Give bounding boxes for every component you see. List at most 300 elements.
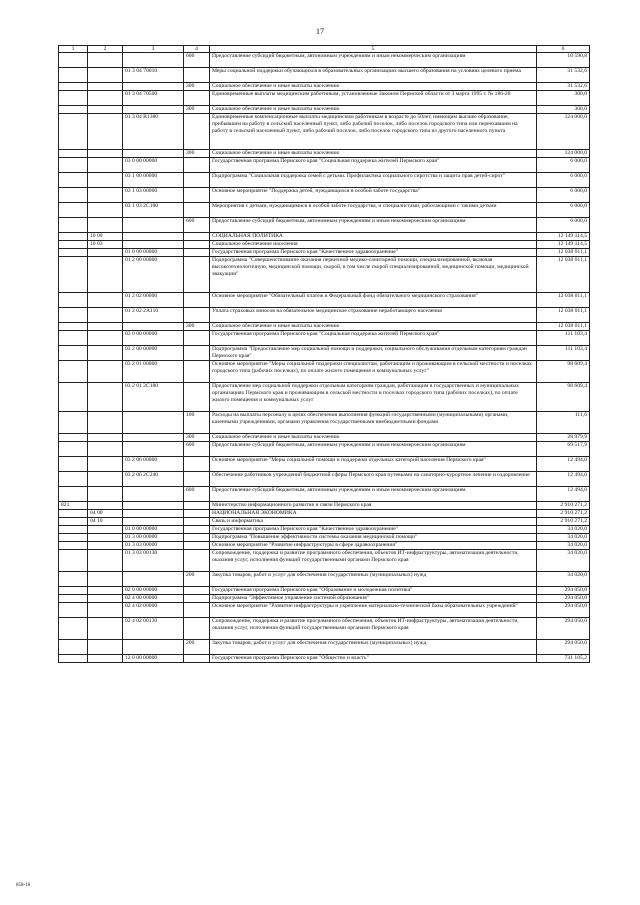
table-row bbox=[59, 68, 590, 83]
table-cell-c4: 100 bbox=[184, 412, 210, 434]
table-row bbox=[59, 323, 590, 331]
table-cell-c4 bbox=[184, 655, 210, 663]
table-cell-c5: Основное мероприятие "Развитие инфраструктуры и укрепление материально-технической базы образовательных учреждений" bbox=[210, 603, 537, 618]
table-cell-c2 bbox=[88, 257, 123, 293]
table-cell-c1 bbox=[59, 655, 88, 663]
table-cell-c3 bbox=[123, 218, 184, 233]
table-cell-c3: 01 2 02 2А110 bbox=[123, 308, 184, 323]
table-cell-c1 bbox=[59, 233, 88, 241]
table-cell-c3: 03 2 01 00000 bbox=[123, 361, 184, 383]
table-cell-c4 bbox=[184, 587, 210, 595]
table-cell-c3: 01 2 00 00000 bbox=[123, 257, 184, 293]
table-cell-c6: 2 910 271,2 bbox=[537, 502, 590, 510]
table-row bbox=[59, 603, 590, 618]
table-cell-c1 bbox=[59, 241, 88, 249]
table-cell-c3: 01 3 04 70500 bbox=[123, 91, 184, 106]
table-cell-c6: 98 609,4 bbox=[537, 383, 590, 412]
table-cell-c3: 03 2 06 00000 bbox=[123, 457, 184, 472]
table-cell-c2: 10 00 bbox=[88, 233, 123, 241]
table-cell-c3 bbox=[123, 323, 184, 331]
table-cell-c2: 04 00 bbox=[88, 510, 123, 518]
table-body bbox=[59, 53, 590, 663]
table-cell-c4 bbox=[184, 257, 210, 293]
table-row bbox=[59, 510, 590, 518]
table-cell-c5: Основное мероприятие "Развитие инфраструктуры в сфере здравоохранения" bbox=[210, 542, 537, 550]
table-cell-c3: 02 4 02 00130 bbox=[123, 618, 184, 640]
table-cell-c2 bbox=[88, 53, 123, 68]
table-cell-c2 bbox=[88, 91, 123, 106]
table-cell-c5: Государственная программа Пермского края "Качественное здравоохранение" bbox=[210, 526, 537, 534]
table-cell-c6: 124 000,0 bbox=[537, 150, 590, 158]
table-cell-c6: 34 020,0 bbox=[537, 542, 590, 550]
table-cell-c6: 294 050,0 bbox=[537, 595, 590, 603]
table-cell-c6: 731 105,2 bbox=[537, 655, 590, 663]
table-cell-c2 bbox=[88, 150, 123, 158]
table-row bbox=[59, 442, 590, 457]
table-cell-c3: 01 3 00 00000 bbox=[123, 534, 184, 542]
column-header: 2 bbox=[88, 46, 123, 53]
table-cell-c5: Подпрограмма "Повышение эффективности системы оказания медицинской помощи" bbox=[210, 534, 537, 542]
table-row bbox=[59, 361, 590, 383]
table-cell-c4 bbox=[184, 510, 210, 518]
table-cell-c1: 821 bbox=[59, 502, 88, 510]
table-cell-c2 bbox=[88, 346, 123, 361]
table-cell-c4: 300 bbox=[184, 323, 210, 331]
table-row bbox=[59, 587, 590, 595]
table-cell-c6: 12 038 011,1 bbox=[537, 257, 590, 293]
table-cell-c2 bbox=[88, 203, 123, 218]
table-cell-c3: 03 1 00 00000 bbox=[123, 173, 184, 188]
table-cell-c3 bbox=[123, 150, 184, 158]
table-cell-c2 bbox=[88, 587, 123, 595]
table-cell-c1 bbox=[59, 293, 88, 308]
table-cell-c3: 03 0 00 00000 bbox=[123, 331, 184, 346]
table-cell-c2 bbox=[88, 308, 123, 323]
table-cell-c2 bbox=[88, 526, 123, 534]
table-cell-c6: 12 149 114,5 bbox=[537, 233, 590, 241]
table-cell-c6: 98 609,4 bbox=[537, 361, 590, 383]
table-cell-c6: 12 494,0 bbox=[537, 472, 590, 487]
table-cell-c1 bbox=[59, 442, 88, 457]
table-cell-c6: 69 517,9 bbox=[537, 442, 590, 457]
table-row bbox=[59, 640, 590, 655]
table-cell-c3 bbox=[123, 412, 184, 434]
table-cell-c4: 600 bbox=[184, 442, 210, 457]
table-cell-c1 bbox=[59, 472, 88, 487]
table-cell-c4 bbox=[184, 249, 210, 257]
table-cell-c1 bbox=[59, 68, 88, 83]
table-cell-c5: Закупка товаров, работ и услуг для обеспечения государственных (муниципальных) нужд bbox=[210, 640, 537, 655]
table-cell-c2 bbox=[88, 383, 123, 412]
table-cell-c5: НАЦИОНАЛЬНАЯ ЭКОНОМИКА bbox=[210, 510, 537, 518]
table-row bbox=[59, 550, 590, 572]
table-cell-c5: Единовременные компенсационные выплаты медицинским работникам в возрасте до 50лет, имеющим высшее образование, прибывшим на работу в сельский населенный пункт, либо рабочий поселок, либо поселок городского типа или переехавшим на работу в сельский населенный пункт, либо рабочий поселок, либо поселок городского типа из другого населенного пункта bbox=[210, 114, 537, 150]
table-row bbox=[59, 412, 590, 434]
column-header: 4 bbox=[184, 46, 210, 53]
table-cell-c4: 600 bbox=[184, 53, 210, 68]
table-cell-c6: 294 050,0 bbox=[537, 618, 590, 640]
table-cell-c2 bbox=[88, 106, 123, 114]
table-cell-c3 bbox=[123, 106, 184, 114]
table-row bbox=[59, 595, 590, 603]
table-cell-c3 bbox=[123, 83, 184, 91]
table-cell-c5: Сопровождение, поддержка и развитие программного обеспечения, объектов ИТ-инфраструктуры, автоматизация деятельности, оказания услуг, исполнения функций государственными органами Пермского края bbox=[210, 550, 537, 572]
table-cell-c5: Государственная программа Пермского края "Образование и молодежная политика" bbox=[210, 587, 537, 595]
table-cell-c3 bbox=[123, 53, 184, 68]
table-cell-c1 bbox=[59, 158, 88, 173]
table-cell-c2 bbox=[88, 442, 123, 457]
table-cell-c6: 34 020,0 bbox=[537, 572, 590, 587]
table-cell-c4: 200 bbox=[184, 572, 210, 587]
table-cell-c2 bbox=[88, 472, 123, 487]
table-row bbox=[59, 106, 590, 114]
table-cell-c5: Связь и информатика bbox=[210, 518, 537, 526]
column-header: 1 bbox=[59, 46, 88, 53]
table-cell-c5: Государственная программа Пермского края "Социальная поддержка жителей Пермского края" bbox=[210, 331, 537, 346]
table-cell-c6: 12 038 011,1 bbox=[537, 293, 590, 308]
table-cell-c5: Основное мероприятие "Меры социальной помощи и поддержки отдельных категорий населения Пермского края" bbox=[210, 457, 537, 472]
table-cell-c4 bbox=[184, 618, 210, 640]
table-row bbox=[59, 233, 590, 241]
table-cell-c4: 200 bbox=[184, 640, 210, 655]
table-row bbox=[59, 618, 590, 640]
table-cell-c6: 12 494,0 bbox=[537, 457, 590, 472]
table-cell-c4 bbox=[184, 91, 210, 106]
table-cell-c2: 04 10 bbox=[88, 518, 123, 526]
table-cell-c2 bbox=[88, 68, 123, 83]
table-cell-c1 bbox=[59, 257, 88, 293]
table-cell-c2 bbox=[88, 550, 123, 572]
table-cell-c4 bbox=[184, 114, 210, 150]
table-cell-c6: 6 000,0 bbox=[537, 173, 590, 188]
table-cell-c5: СОЦИАЛЬНАЯ ПОЛИТИКА bbox=[210, 233, 537, 241]
table-row bbox=[59, 487, 590, 502]
table-cell-c2 bbox=[88, 542, 123, 550]
table-cell-c3: 03 2 01 2С180 bbox=[123, 383, 184, 412]
table-cell-c6: 111 103,4 bbox=[537, 346, 590, 361]
budget-table bbox=[58, 45, 590, 663]
table-cell-c5: Социальное обеспечение и иные выплаты населению bbox=[210, 323, 537, 331]
table-cell-c3: 01 3 03 00130 bbox=[123, 550, 184, 572]
table-row bbox=[59, 257, 590, 293]
table-cell-c5: Предоставление субсидий бюджетным, автономным учреждениям и иным некоммерческим организациям bbox=[210, 442, 537, 457]
table-cell-c6: 300,0 bbox=[537, 91, 590, 106]
table-cell-c4: 300 bbox=[184, 150, 210, 158]
column-header: 5 bbox=[210, 46, 537, 53]
table-cell-c3 bbox=[123, 233, 184, 241]
table-cell-c3: 03 1 03 00000 bbox=[123, 188, 184, 203]
table-row bbox=[59, 83, 590, 91]
table-cell-c6: 10 590,8 bbox=[537, 53, 590, 68]
table-cell-c4: 600 bbox=[184, 487, 210, 502]
table-cell-c3 bbox=[123, 434, 184, 442]
table-cell-c3 bbox=[123, 502, 184, 510]
table-cell-c6: 12 038 011,1 bbox=[537, 249, 590, 257]
table-cell-c5: Подпрограмма "Совершенствование оказания первичной медико-санитарной помощи, специализированной, включая высокотехнологичную, медицинской помощи, скорой, в том числе скорой специализированной, медицинской помощи, медицинской эвакуации" bbox=[210, 257, 537, 293]
table-cell-c3 bbox=[123, 510, 184, 518]
table-cell-c2 bbox=[88, 640, 123, 655]
table-cell-c4 bbox=[184, 158, 210, 173]
table-cell-c5: Предоставление субсидий бюджетным, автономным учреждениям и иным некоммерческим организациям bbox=[210, 487, 537, 502]
table-cell-c6: 300,0 bbox=[537, 106, 590, 114]
table-cell-c3: 01 0 00 00000 bbox=[123, 249, 184, 257]
table-cell-c1 bbox=[59, 542, 88, 550]
table-cell-c5: Подпрограмма "Предоставление мер социальной помощи и поддержки, социального обслуживания отдельным категориям граждан Пермского края" bbox=[210, 346, 537, 361]
table-cell-c5: Государственная программа Пермского края "Социальная поддержка жителей Пермского края" bbox=[210, 158, 537, 173]
table-cell-c5: Предоставление субсидий бюджетным, автономным учреждениям и иным некоммерческим организациям bbox=[210, 218, 537, 233]
table-cell-c2 bbox=[88, 331, 123, 346]
table-cell-c5: Государственная программа Пермского края "Качественное здравоохранение" bbox=[210, 249, 537, 257]
table-cell-c4 bbox=[184, 472, 210, 487]
table-cell-c6: 6 000,0 bbox=[537, 188, 590, 203]
table-cell-c5: Предоставление мер социальной поддержки отдельным категориям граждан, работающим в государственных и муниципальных организациях Пермского края и проживающим в сельской местности и поселках городского типа (рабочих поселках), по оплате жилого помещения и коммунальных услуг bbox=[210, 383, 537, 412]
table-cell-c3 bbox=[123, 442, 184, 457]
table-cell-c4 bbox=[184, 173, 210, 188]
table-row bbox=[59, 434, 590, 442]
table-cell-c6: 2 910 271,2 bbox=[537, 510, 590, 518]
table-cell-c1 bbox=[59, 188, 88, 203]
table-cell-c2 bbox=[88, 218, 123, 233]
table-cell-c5: Подпрограмма "Социальная поддержка семей с детьми. Профилактика социального сиротства и защита прав детей-сирот" bbox=[210, 173, 537, 188]
table-row bbox=[59, 188, 590, 203]
table-cell-c5: Обеспечение работников учреждений бюджетной сферы Пермского края путевками на санаторно-курортное лечение и оздоровление bbox=[210, 472, 537, 487]
table-cell-c6: 31 532,6 bbox=[537, 83, 590, 91]
table-cell-c5: Меры социальной поддержки обучающихся в образовательных организациях высшего образования на условиях целевого приема bbox=[210, 68, 537, 83]
table-row bbox=[59, 203, 590, 218]
table-row bbox=[59, 655, 590, 663]
table-cell-c4: 300 bbox=[184, 83, 210, 91]
table-row bbox=[59, 331, 590, 346]
table-cell-c1 bbox=[59, 114, 88, 150]
table-row bbox=[59, 542, 590, 550]
table-cell-c2 bbox=[88, 655, 123, 663]
table-cell-c4 bbox=[184, 361, 210, 383]
table-cell-c5: Сопровождение, поддержка и развитие программного обеспечения, объектов ИТ-инфраструктуры, автоматизация деятельности, оказания услуг, исполнения функций государственными органами Пермского края bbox=[210, 618, 537, 640]
table-cell-c6: 2 910 271,2 bbox=[537, 518, 590, 526]
table-cell-c1 bbox=[59, 106, 88, 114]
table-cell-c2 bbox=[88, 457, 123, 472]
table-cell-c6: 12 038 011,1 bbox=[537, 323, 590, 331]
table-cell-c2 bbox=[88, 603, 123, 618]
table-cell-c6: 6 000,0 bbox=[537, 218, 590, 233]
table-cell-c4 bbox=[184, 603, 210, 618]
table-cell-c6: 124 000,0 bbox=[537, 114, 590, 150]
table-cell-c5: Расходы на выплаты персоналу в целях обеспечения выполнения функций государственными (муниципальными) органами, казенными учреждениями, органами управления государственными внебюджетными фондами bbox=[210, 412, 537, 434]
table-cell-c1 bbox=[59, 572, 88, 587]
table-cell-c2 bbox=[88, 361, 123, 383]
table-cell-c4: 300 bbox=[184, 106, 210, 114]
table-cell-c1 bbox=[59, 534, 88, 542]
table-cell-c1 bbox=[59, 346, 88, 361]
table-cell-c3: 03 1 03 2C100 bbox=[123, 203, 184, 218]
column-header: 3 bbox=[123, 46, 184, 53]
table-cell-c5: Социальное обеспечение населения bbox=[210, 241, 537, 249]
table-cell-c3 bbox=[123, 487, 184, 502]
table-cell-c2 bbox=[88, 158, 123, 173]
table-cell-c4 bbox=[184, 233, 210, 241]
table-cell-c3: 03 2 00 00000 bbox=[123, 346, 184, 361]
table-row bbox=[59, 150, 590, 158]
table-cell-c5: Социальное обеспечение и иные выплаты населению bbox=[210, 106, 537, 114]
table-cell-c1 bbox=[59, 83, 88, 91]
table-cell-c1 bbox=[59, 323, 88, 331]
table-cell-c4 bbox=[184, 331, 210, 346]
table-cell-c1 bbox=[59, 434, 88, 442]
table-cell-c5: Подпрограмма "Эффективное управление системой образования" bbox=[210, 595, 537, 603]
footer-code: 858-18 bbox=[16, 883, 31, 888]
table-cell-c5: Мероприятия с детьми, нуждающимися в особой заботе государства, и специалистами, работающими с такими детьми bbox=[210, 203, 537, 218]
table-cell-c3: 02 4 02 00000 bbox=[123, 603, 184, 618]
table-cell-c5: Основное мероприятие "Поддержка детей, нуждающихся в особой заботе государства" bbox=[210, 188, 537, 203]
table-cell-c3: 03 2 06 2C240 bbox=[123, 472, 184, 487]
table-cell-c2 bbox=[88, 83, 123, 91]
table-cell-c3: 01 0 00 00000 bbox=[123, 526, 184, 534]
table-cell-c3: 01 3 04 R1380 bbox=[123, 114, 184, 150]
table-cell-c4 bbox=[184, 534, 210, 542]
table-cell-c3: 02 4 00 00000 bbox=[123, 595, 184, 603]
table-row bbox=[59, 241, 590, 249]
table-cell-c4 bbox=[184, 188, 210, 203]
table-cell-c2 bbox=[88, 412, 123, 434]
table-cell-c3: 12 0 00 00000 bbox=[123, 655, 184, 663]
table-cell-c4 bbox=[184, 68, 210, 83]
table-cell-c6: 111 103,4 bbox=[537, 331, 590, 346]
table-cell-c5: Министерство информационного развития и связи Пермского края bbox=[210, 502, 537, 510]
table-cell-c2 bbox=[88, 572, 123, 587]
table-cell-c1 bbox=[59, 510, 88, 518]
table-cell-c5: Социальное обеспечение и иные выплаты населению bbox=[210, 150, 537, 158]
table-cell-c1 bbox=[59, 587, 88, 595]
table-cell-c3 bbox=[123, 241, 184, 249]
table-cell-c2 bbox=[88, 595, 123, 603]
table-cell-c2 bbox=[88, 249, 123, 257]
table-cell-c3 bbox=[123, 572, 184, 587]
table-cell-c2 bbox=[88, 114, 123, 150]
table-cell-c3: 01 3 03 00000 bbox=[123, 542, 184, 550]
table-cell-c1 bbox=[59, 457, 88, 472]
table-cell-c6: 31 532,6 bbox=[537, 68, 590, 83]
table-cell-c1 bbox=[59, 603, 88, 618]
table-row bbox=[59, 346, 590, 361]
table-cell-c3 bbox=[123, 518, 184, 526]
table-cell-c5: Социальное обеспечение и иные выплаты населению bbox=[210, 434, 537, 442]
table-row bbox=[59, 518, 590, 526]
table-cell-c6: 6 000,0 bbox=[537, 203, 590, 218]
table-cell-c2 bbox=[88, 173, 123, 188]
table-cell-c1 bbox=[59, 487, 88, 502]
table-cell-c3: 01 2 02 00000 bbox=[123, 293, 184, 308]
table-cell-c1 bbox=[59, 412, 88, 434]
table-cell-c1 bbox=[59, 618, 88, 640]
table-cell-c1 bbox=[59, 526, 88, 534]
table-row bbox=[59, 91, 590, 106]
table-cell-c4 bbox=[184, 550, 210, 572]
table-cell-c2 bbox=[88, 487, 123, 502]
table-cell-c2 bbox=[88, 293, 123, 308]
table-cell-c4 bbox=[184, 203, 210, 218]
table-cell-c5: Предоставление субсидий бюджетным, автономным учреждениям и иным некоммерческим организациям bbox=[210, 53, 537, 68]
table-row bbox=[59, 53, 590, 68]
table-cell-c2 bbox=[88, 618, 123, 640]
header-row bbox=[59, 46, 590, 53]
table-cell-c5: Социальное обеспечение и иные выплаты населению bbox=[210, 83, 537, 91]
table-cell-c4 bbox=[184, 595, 210, 603]
table-cell-c6: 34 020,0 bbox=[537, 526, 590, 534]
budget-table-container bbox=[58, 45, 589, 663]
table-cell-c1 bbox=[59, 550, 88, 572]
table-cell-c2 bbox=[88, 502, 123, 510]
table-cell-c6: 111,6 bbox=[537, 412, 590, 434]
table-cell-c4 bbox=[184, 308, 210, 323]
table-row bbox=[59, 218, 590, 233]
table-row bbox=[59, 158, 590, 173]
table-cell-c6: 12 038 011,1 bbox=[537, 308, 590, 323]
table-row bbox=[59, 526, 590, 534]
table-cell-c5: Государственная программа Пермского края "Общество и власть" bbox=[210, 655, 537, 663]
table-cell-c4 bbox=[184, 502, 210, 510]
table-cell-c6: 12 494,0 bbox=[537, 487, 590, 502]
table-cell-c5: Основное мероприятие "Меры социальной поддержки специалистам, работающим и проживающим в сельской местности и поселках городского типа (рабочих поселках), по оплате жилого помещения и коммунальных услуг" bbox=[210, 361, 537, 383]
column-header: 6 bbox=[537, 46, 590, 53]
table-cell-c6: 28 979,9 bbox=[537, 434, 590, 442]
table-cell-c1 bbox=[59, 331, 88, 346]
table-cell-c1 bbox=[59, 518, 88, 526]
table-cell-c3: 03 0 00 00000 bbox=[123, 158, 184, 173]
table-row bbox=[59, 249, 590, 257]
table-cell-c3: 02 0 00 00000 bbox=[123, 587, 184, 595]
table-row bbox=[59, 293, 590, 308]
table-cell-c3: 01 3 04 70010 bbox=[123, 68, 184, 83]
table-cell-c4 bbox=[184, 518, 210, 526]
page-number: 17 bbox=[316, 27, 324, 36]
table-cell-c4: 600 bbox=[184, 218, 210, 233]
table-cell-c6: 6 000,0 bbox=[537, 158, 590, 173]
table-cell-c2: 10 03 bbox=[88, 241, 123, 249]
table-cell-c1 bbox=[59, 203, 88, 218]
table-cell-c1 bbox=[59, 640, 88, 655]
table-cell-c2 bbox=[88, 534, 123, 542]
table-row bbox=[59, 457, 590, 472]
table-row bbox=[59, 534, 590, 542]
table-cell-c5: Уплата страховых взносов на обязательное медицинское страхование неработающего населения bbox=[210, 308, 537, 323]
table-cell-c6: 294 050,0 bbox=[537, 587, 590, 595]
table-cell-c4 bbox=[184, 346, 210, 361]
table-cell-c1 bbox=[59, 91, 88, 106]
table-cell-c6: 294 050,0 bbox=[537, 603, 590, 618]
table-cell-c1 bbox=[59, 595, 88, 603]
table-cell-c2 bbox=[88, 188, 123, 203]
table-cell-c6: 294 050,0 bbox=[537, 640, 590, 655]
table-cell-c6: 34 020,0 bbox=[537, 550, 590, 572]
table-row bbox=[59, 114, 590, 150]
table-cell-c5: Закупка товаров, работ и услуг для обеспечения государственных (муниципальных) нужд bbox=[210, 572, 537, 587]
table-cell-c6: 34 020,0 bbox=[537, 534, 590, 542]
table-row bbox=[59, 572, 590, 587]
table-cell-c1 bbox=[59, 361, 88, 383]
table-cell-c1 bbox=[59, 218, 88, 233]
table-cell-c1 bbox=[59, 383, 88, 412]
table-cell-c1 bbox=[59, 308, 88, 323]
table-cell-c4 bbox=[184, 241, 210, 249]
table-cell-c2 bbox=[88, 434, 123, 442]
table-cell-c1 bbox=[59, 150, 88, 158]
table-row bbox=[59, 308, 590, 323]
table-cell-c2 bbox=[88, 323, 123, 331]
table-cell-c4: 300 bbox=[184, 434, 210, 442]
table-cell-c4 bbox=[184, 542, 210, 550]
table-row bbox=[59, 173, 590, 188]
table-cell-c3 bbox=[123, 640, 184, 655]
